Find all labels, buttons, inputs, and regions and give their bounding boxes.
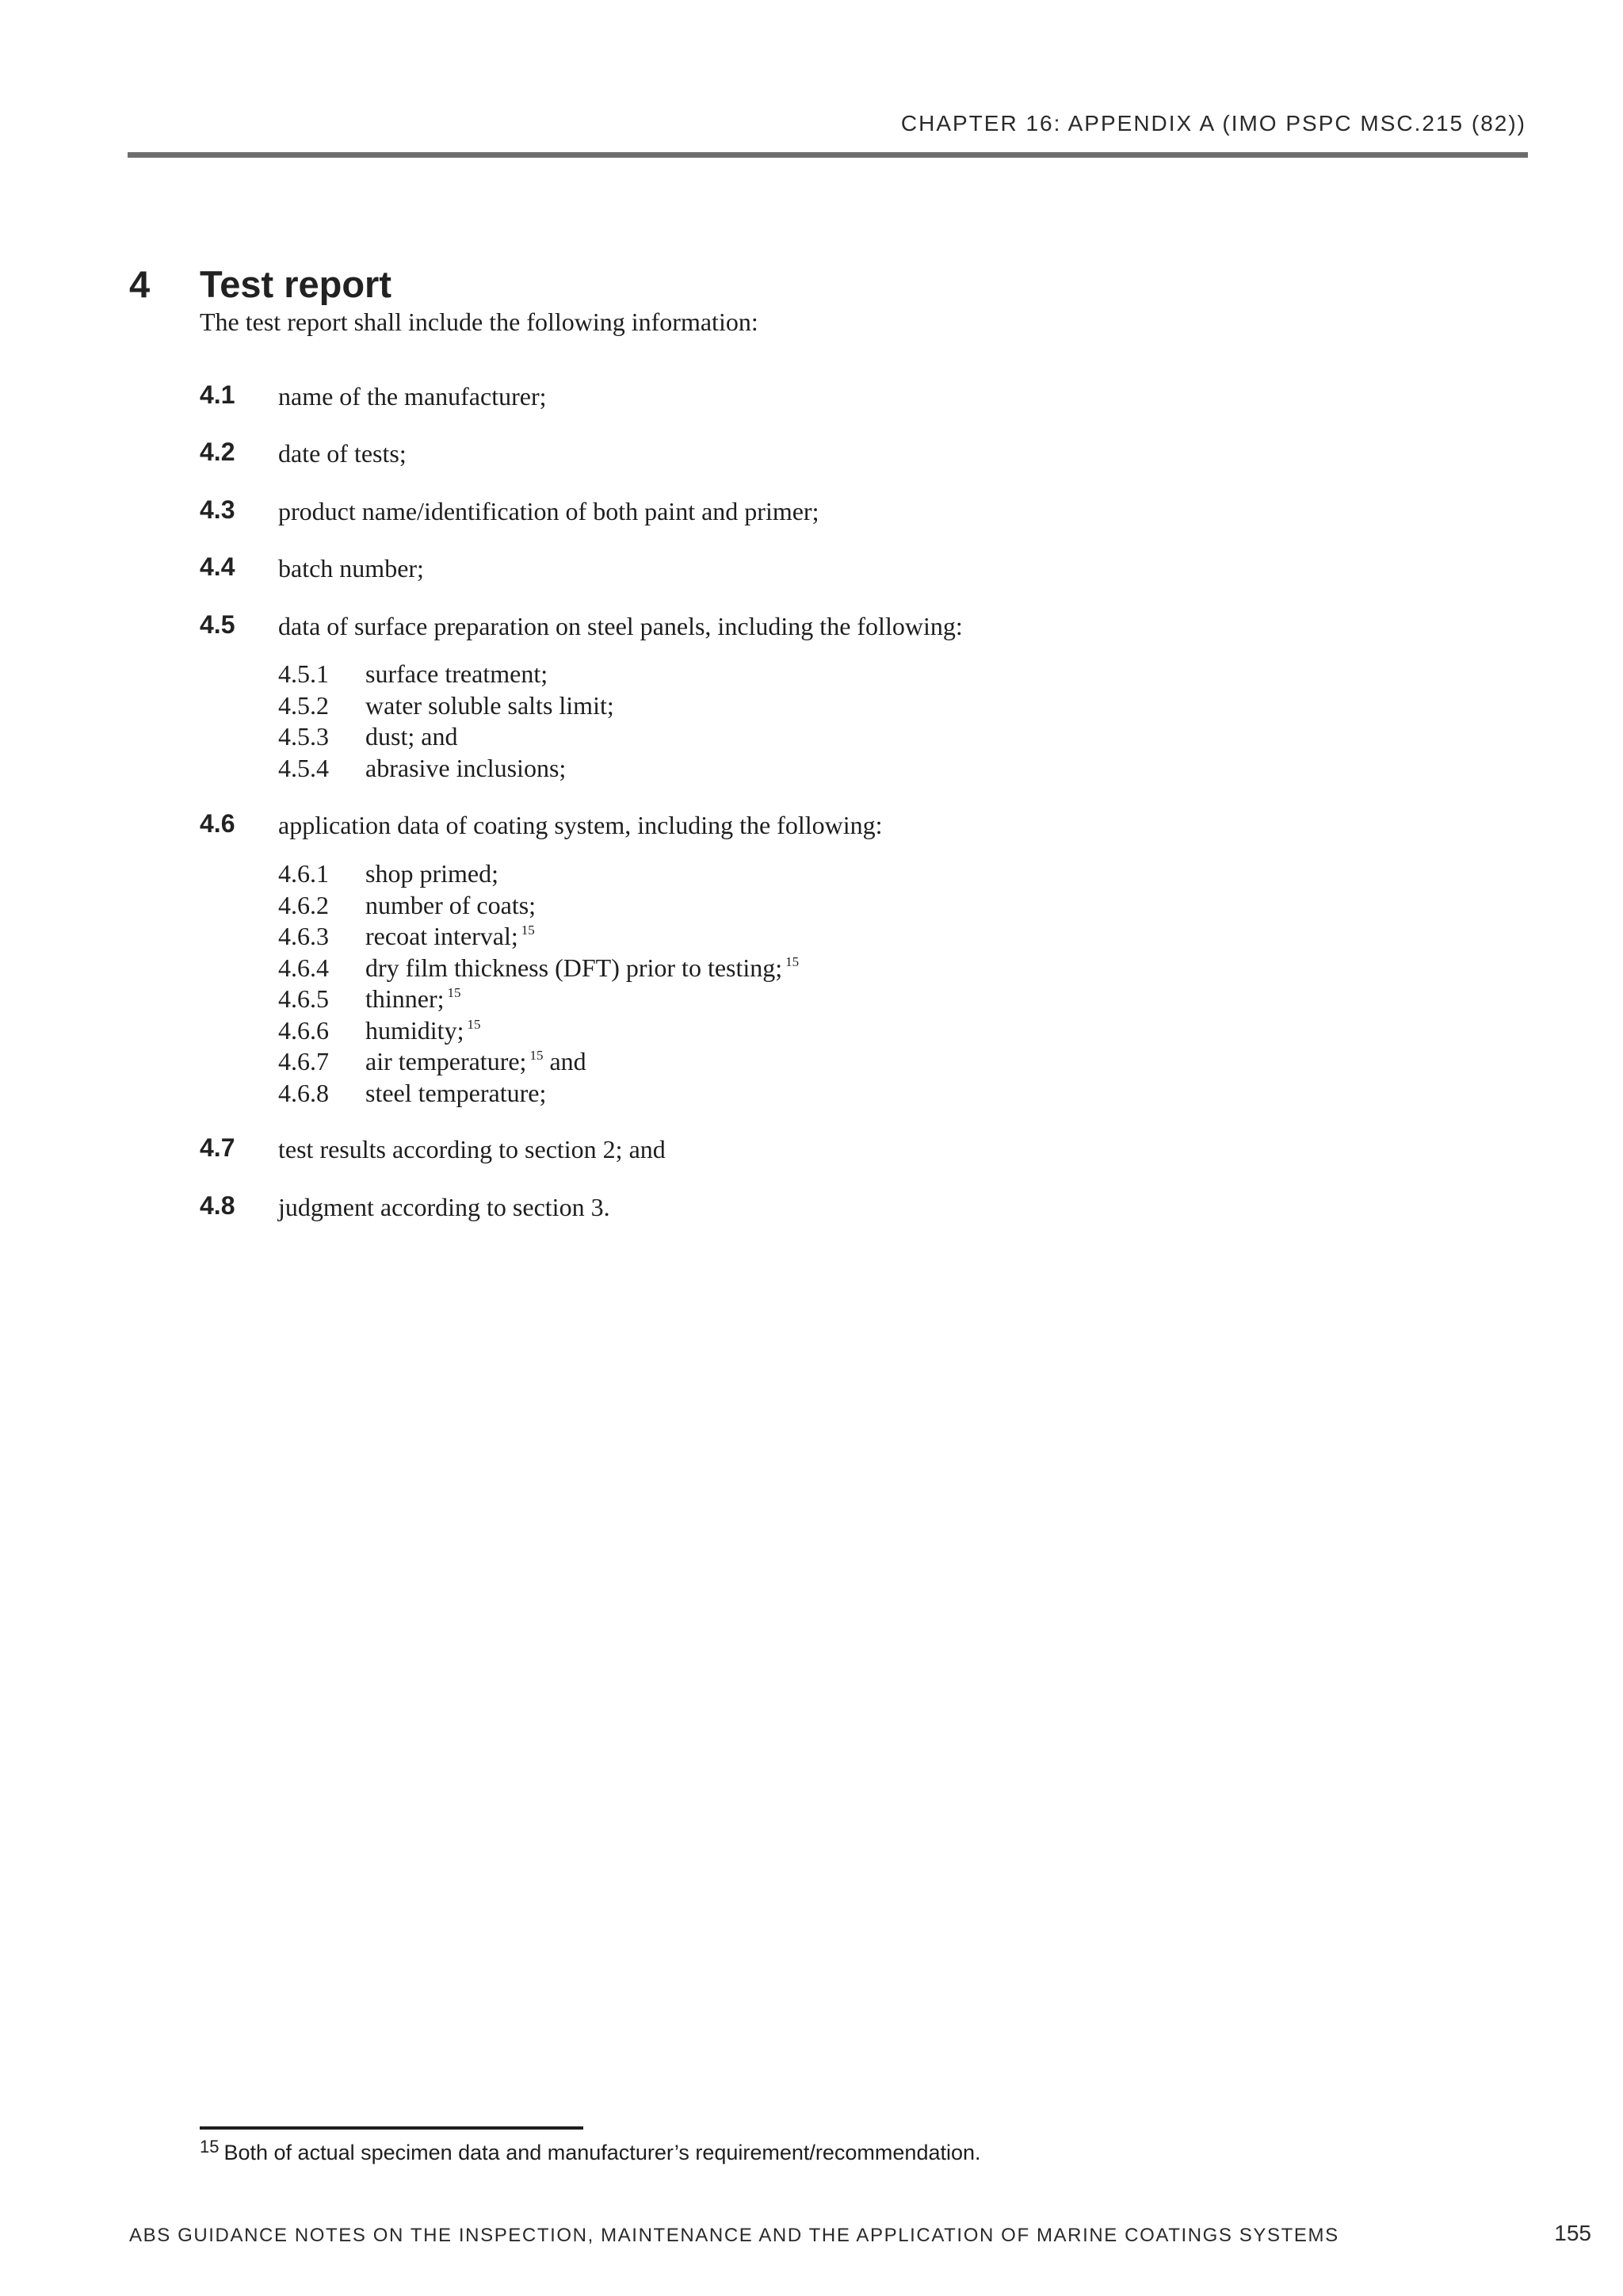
footnote-reference[interactable]: 15 (447, 985, 461, 1000)
running-footer: ABS GUIDANCE NOTES ON THE INSPECTION, MAINTENANCE AND THE APPLICATION OF MARINE COATINGS SYSTEMS (129, 2225, 1339, 2246)
sub-item-label: dry film thickness (DFT) prior to testing; (365, 953, 783, 982)
sub-item-number: 4.6.2 (278, 891, 329, 919)
sub-item-label: thinner; (365, 984, 445, 1013)
sub-item-text (365, 891, 536, 920)
sub-item-label: steel temperature; (365, 1079, 547, 1107)
sub-item-number: 4.5.4 (278, 754, 329, 782)
item-text: data of surface preparation on steel panels, including the following: (278, 612, 963, 640)
section-intro: The test report shall include the following information: (200, 308, 758, 336)
item-text: name of the manufacturer; (278, 382, 547, 411)
sub-item-text (365, 859, 498, 888)
sub-item-text (365, 1016, 480, 1045)
sub-item-text (365, 1047, 586, 1076)
item-number: 4.5 (200, 610, 235, 639)
sub-item-text (365, 953, 799, 983)
header-rule (128, 152, 1528, 158)
sub-item-label: humidity; (365, 1016, 464, 1045)
item-text: date of tests; (278, 439, 407, 468)
sub-item-number: 4.5.3 (278, 722, 329, 751)
sub-item-number: 4.6.1 (278, 859, 329, 888)
section-number: 4 (129, 263, 151, 305)
sub-item-text: surface treatment; (365, 659, 548, 688)
item-number: 4.6 (200, 809, 235, 838)
footnote-reference[interactable]: 15 (529, 1048, 544, 1063)
sub-item-text (365, 1079, 546, 1108)
item-text: judgment according to section 3. (278, 1193, 610, 1221)
sub-item-text: abrasive inclusions; (365, 754, 567, 782)
sub-item-text (365, 922, 535, 951)
sub-item-number: 4.6.8 (278, 1079, 329, 1107)
sub-item-number: 4.6.3 (278, 922, 329, 950)
footnote-reference[interactable]: 15 (467, 1017, 481, 1032)
item-text: batch number; (278, 554, 424, 583)
item-number: 4.2 (200, 437, 235, 466)
footnote (200, 2137, 981, 2165)
sub-item-label: recoat interval; (365, 922, 518, 950)
item-text: application data of coating system, including the following: (278, 811, 883, 839)
footnote-reference[interactable]: 15 (785, 954, 800, 969)
item-text: test results according to section 2; and (278, 1135, 666, 1163)
sub-item-number: 4.6.7 (278, 1047, 329, 1075)
sub-item-number: 4.5.2 (278, 691, 329, 720)
footnote-mark: 15 (200, 2137, 220, 2157)
sub-item-text (365, 984, 461, 1014)
footnote-reference[interactable]: 15 (521, 923, 535, 938)
item-number: 4.7 (200, 1133, 235, 1162)
sub-item-label: air temperature; (365, 1047, 527, 1075)
sub-item-label: number of coats; (365, 891, 537, 919)
running-header: CHAPTER 16: APPENDIX A (IMO PSPC MSC.215 (82)) (900, 111, 1526, 136)
section-title: Test report (200, 263, 391, 305)
item-text: product name/identification of both paint and primer; (278, 497, 819, 525)
sub-item-label: shop primed; (365, 859, 498, 888)
footnote-text: Both of actual specimen data and manufacturer’s requirement/recommendation. (223, 2141, 981, 2164)
sub-item-text: water soluble salts limit; (365, 691, 614, 720)
sub-item-number: 4.6.5 (278, 984, 329, 1013)
page-number: 155 (1554, 2221, 1591, 2245)
item-number: 4.1 (200, 380, 235, 409)
sub-item-number: 4.6.6 (278, 1016, 329, 1045)
sub-item-number: 4.5.1 (278, 659, 329, 688)
footnote-rule (200, 2126, 583, 2130)
item-number: 4.3 (200, 495, 235, 524)
sub-item-suffix: and (543, 1047, 586, 1075)
sub-item-text: dust; and (365, 722, 458, 751)
item-number: 4.8 (200, 1191, 235, 1220)
sub-item-number: 4.6.4 (278, 953, 329, 982)
item-number: 4.4 (200, 552, 235, 581)
